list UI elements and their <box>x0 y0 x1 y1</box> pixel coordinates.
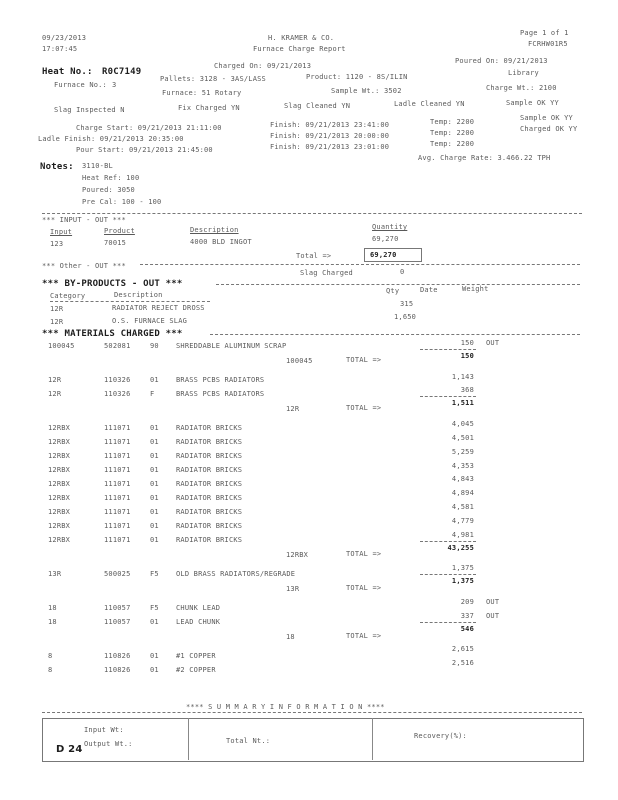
summary-column-divider <box>188 718 189 760</box>
charged-on: Charged On: 09/21/2013 <box>214 62 312 70</box>
byproduct-category: 12R <box>50 318 64 326</box>
timing-charged-ok: Charged OK YY <box>520 125 578 133</box>
material-note: OUT <box>486 598 500 606</box>
group-total: 546 <box>460 625 474 633</box>
group-total-label: TOTAL => <box>346 632 382 640</box>
material-description: #1 COPPER <box>176 652 216 660</box>
timing-finish-1: Finish: 09/21/2013 23:41:00 <box>270 121 390 129</box>
material-code: 110826 <box>104 652 131 660</box>
material-flag: 01 <box>150 666 159 674</box>
page-number: Page 1 of 1 <box>520 29 569 37</box>
note-line: Pre Cal: 100 - 100 <box>82 198 162 206</box>
material-category: 8 <box>48 652 53 660</box>
material-qty: 2,516 <box>451 659 474 667</box>
material-qty: 4,894 <box>451 489 474 497</box>
material-description: BRASS PCBS RADIATORS <box>176 376 265 384</box>
report-date: 09/23/2013 <box>42 34 87 42</box>
material-code: 111071 <box>104 536 131 544</box>
material-category: 18 <box>48 604 57 612</box>
company-name: H. KRAMER & CO. <box>268 34 335 42</box>
report-title: Furnace Charge Report <box>253 45 346 53</box>
material-code: 111071 <box>104 424 131 432</box>
heat-label: Heat No.: <box>42 67 93 77</box>
material-flag: 01 <box>150 494 159 502</box>
flag-slag-inspected: Slag Inspected N <box>54 106 125 114</box>
subtotal-rule <box>420 622 476 623</box>
byproduct-description: O.S. FURNACE SLAG <box>112 317 188 325</box>
material-flag: 01 <box>150 522 159 530</box>
note-line: Heat Ref: 100 <box>82 174 140 182</box>
input-row-cell: 4000 BLD INGOT <box>190 238 252 246</box>
material-code: 111071 <box>104 494 131 502</box>
material-code: 500025 <box>104 570 131 578</box>
byproduct-category: 12R <box>50 305 64 313</box>
material-category: 12R <box>48 376 62 384</box>
material-flag: 01 <box>150 376 159 384</box>
material-qty: 150 <box>460 339 474 347</box>
timing-temp-2: Temp: 2200 <box>430 129 475 137</box>
material-category: 100045 <box>48 342 75 350</box>
col-header-description: Description <box>190 226 239 234</box>
group-code: 12R <box>286 405 300 413</box>
note-line: 3110-BL <box>82 162 113 170</box>
material-code: 111071 <box>104 452 131 460</box>
divider <box>216 284 580 285</box>
summary-input-label: Input Wt: <box>84 726 124 734</box>
col-header-description: Description <box>114 291 163 299</box>
material-qty: 4,581 <box>451 503 474 511</box>
material-description: SHREDDABLE ALUMINUM SCRAP <box>176 342 287 350</box>
input-row-cell: 123 <box>50 240 64 248</box>
material-code: 110057 <box>104 618 131 626</box>
flag-slag-cleaned: Slag Cleaned YN <box>284 102 351 110</box>
divider <box>42 712 582 713</box>
material-description: RADIATOR BRICKS <box>176 494 243 502</box>
product: Product: 1120 - 8S/ILIN <box>306 73 408 81</box>
material-category: 12RBX <box>48 424 71 432</box>
timing-temp-1: Temp: 2200 <box>430 118 475 126</box>
flag-ladle-cleaned: Ladle Cleaned YN <box>394 100 465 108</box>
status: Library <box>508 69 539 77</box>
material-category: 12RBX <box>48 508 71 516</box>
byproduct-qty: 1,650 <box>394 313 417 321</box>
materials-title: *** MATERIALS CHARGED *** <box>42 329 183 339</box>
note-line: Poured: 3050 <box>82 186 135 194</box>
material-description: #2 COPPER <box>176 666 216 674</box>
material-flag: 01 <box>150 424 159 432</box>
summary-recovery-label: Recovery(%): <box>414 732 467 740</box>
group-total-label: TOTAL => <box>346 584 382 592</box>
material-category: 12RBX <box>48 536 71 544</box>
material-flag: 01 <box>150 652 159 660</box>
material-code: 111071 <box>104 466 131 474</box>
total-box <box>364 248 422 262</box>
material-code: 110057 <box>104 604 131 612</box>
material-qty: 4,843 <box>451 475 474 483</box>
group-total-label: TOTAL => <box>346 404 382 412</box>
material-code: 110326 <box>104 376 131 384</box>
group-total: 150 <box>460 352 474 360</box>
material-code: 111071 <box>104 508 131 516</box>
material-qty: 5,259 <box>451 448 474 456</box>
material-qty: 4,501 <box>451 434 474 442</box>
material-description: RADIATOR BRICKS <box>176 480 243 488</box>
flag-fix-charged: Fix Charged YN <box>178 104 240 112</box>
group-code: 18 <box>286 633 295 641</box>
material-category: 8 <box>48 666 53 674</box>
material-description: LEAD CHUNK <box>176 618 221 626</box>
material-qty: 337 <box>460 612 474 620</box>
charge-weight: Charge Wt.: 2100 <box>486 84 557 92</box>
byproduct-qty: 315 <box>400 300 414 308</box>
material-qty: 1,375 <box>451 564 474 572</box>
material-qty: 368 <box>460 386 474 394</box>
material-flag: F5 <box>150 604 159 612</box>
material-qty: 1,143 <box>451 373 474 381</box>
summary-title: **** S U M M A R Y I N F O R M A T I O N **** <box>186 703 385 711</box>
material-qty: 4,353 <box>451 462 474 470</box>
group-code: 100045 <box>286 357 313 365</box>
material-description: OLD BRASS RADIATORS/REGRADE <box>176 570 296 578</box>
col-header-category: Category <box>50 292 86 300</box>
divider <box>140 264 580 265</box>
notes-label: Notes: <box>40 162 74 172</box>
material-category: 12RBX <box>48 438 71 446</box>
divider <box>42 213 582 214</box>
material-category: 12RBX <box>48 452 71 460</box>
subtotal-rule <box>420 574 476 575</box>
summary-output-label: Output Wt.: <box>84 740 133 748</box>
material-description: RADIATOR BRICKS <box>176 424 243 432</box>
slag-charged-value: 0 <box>400 268 405 276</box>
col-header-quantity: Quantity <box>372 223 408 231</box>
material-flag: F <box>150 390 155 398</box>
material-category: 18 <box>48 618 57 626</box>
material-flag: 90 <box>150 342 159 350</box>
summary-column-divider <box>372 718 373 760</box>
input-total: 69,270 <box>370 251 397 259</box>
furnace-type: Furnace: 51 Rotary <box>162 89 242 97</box>
material-code: 111071 <box>104 480 131 488</box>
material-category: 12RBX <box>48 494 71 502</box>
other-out-title: *** Other - OUT *** <box>42 262 126 270</box>
group-total: 1,511 <box>451 399 474 407</box>
material-flag: 01 <box>150 438 159 446</box>
group-total-label: TOTAL => <box>346 356 382 364</box>
furnace-no: 3 <box>112 81 117 89</box>
material-code: 110326 <box>104 390 131 398</box>
timing-finish-2: Finish: 09/21/2013 20:00:00 <box>270 132 390 140</box>
material-flag: 01 <box>150 508 159 516</box>
material-description: RADIATOR BRICKS <box>176 438 243 446</box>
col-header-weight: Weight <box>462 285 489 293</box>
material-code: 110826 <box>104 666 131 674</box>
material-description: RADIATOR BRICKS <box>176 466 243 474</box>
material-description: BRASS PCBS RADIATORS <box>176 390 265 398</box>
subtotal-rule <box>420 541 476 542</box>
group-code: 13R <box>286 585 300 593</box>
divider <box>50 301 210 302</box>
sample-weight: Sample Wt.: 3502 <box>331 87 402 95</box>
material-category: 12RBX <box>48 466 71 474</box>
material-description: RADIATOR BRICKS <box>176 508 243 516</box>
avg-charge-rate: Avg. Charge Rate: 3.466.22 TPH <box>418 154 551 162</box>
divider <box>210 334 580 335</box>
material-note: OUT <box>486 612 500 620</box>
timing-charge-start: Charge Start: 09/21/2013 21:11:00 <box>76 124 222 132</box>
col-header-product: Product <box>104 227 135 235</box>
group-code: 12RBX <box>286 551 309 559</box>
material-qty: 209 <box>460 598 474 606</box>
input-total-label: Total => <box>296 252 332 260</box>
report-time: 17:07:45 <box>42 45 78 53</box>
subtotal-rule <box>420 396 476 397</box>
slag-charged-label: Slag Charged <box>300 269 353 277</box>
material-code: 111071 <box>104 522 131 530</box>
material-flag: F5 <box>150 570 159 578</box>
timing-temp-3: Temp: 2200 <box>430 140 475 148</box>
timing-pour-start: Pour Start: 09/21/2013 21:45:00 <box>76 146 213 154</box>
input-section-title: *** INPUT - OUT *** <box>42 216 126 224</box>
material-description: CHUNK LEAD <box>176 604 221 612</box>
flag-sample-ok: Sample OK YY <box>506 99 559 107</box>
material-flag: 01 <box>150 618 159 626</box>
material-category: 12RBX <box>48 522 71 530</box>
byproducts-title: *** BY-PRODUCTS - OUT *** <box>42 279 183 289</box>
group-total-label: TOTAL => <box>346 550 382 558</box>
material-qty: 2,615 <box>451 645 474 653</box>
material-qty: 4,981 <box>451 531 474 539</box>
material-code: 502081 <box>104 342 131 350</box>
stamp-label: D 24 <box>56 744 83 755</box>
input-row-cell: 69,270 <box>372 235 399 243</box>
timing-finish-3: Finish: 09/21/2013 23:01:00 <box>270 143 390 151</box>
heat-number: R0C7149 <box>102 67 142 77</box>
material-category: 13R <box>48 570 62 578</box>
material-flag: 01 <box>150 466 159 474</box>
col-header-qty: Qty <box>386 287 400 295</box>
byproduct-description: RADIATOR REJECT DROSS <box>112 304 205 312</box>
report-code: FCRHW01R5 <box>528 40 568 48</box>
material-category: 12R <box>48 390 62 398</box>
group-total: 43,255 <box>447 544 474 552</box>
material-flag: 01 <box>150 452 159 460</box>
pallets: Pallets: 3128 - 3AS/LASS <box>160 75 266 83</box>
material-code: 111071 <box>104 438 131 446</box>
summary-total-label: Total Nt.: <box>226 737 271 745</box>
material-description: RADIATOR BRICKS <box>176 522 243 530</box>
material-qty: 4,045 <box>451 420 474 428</box>
poured-on: Poured On: 09/21/2013 <box>455 57 548 65</box>
material-note: OUT <box>486 339 500 347</box>
furnace-no-label: Furnace No.: <box>54 81 107 89</box>
subtotal-rule <box>420 349 476 350</box>
timing-sample-ok: Sample OK YY <box>520 114 573 122</box>
material-flag: 01 <box>150 480 159 488</box>
group-total: 1,375 <box>451 577 474 585</box>
timing-ladle-finish: Ladle Finish: 09/21/2013 20:35:00 <box>38 135 184 143</box>
col-header-date: Date <box>420 286 438 294</box>
material-category: 12RBX <box>48 480 71 488</box>
col-header-input: Input <box>50 228 73 236</box>
input-row-cell: 70015 <box>104 239 127 247</box>
material-description: RADIATOR BRICKS <box>176 536 243 544</box>
material-qty: 4,779 <box>451 517 474 525</box>
material-flag: 01 <box>150 536 159 544</box>
material-description: RADIATOR BRICKS <box>176 452 243 460</box>
